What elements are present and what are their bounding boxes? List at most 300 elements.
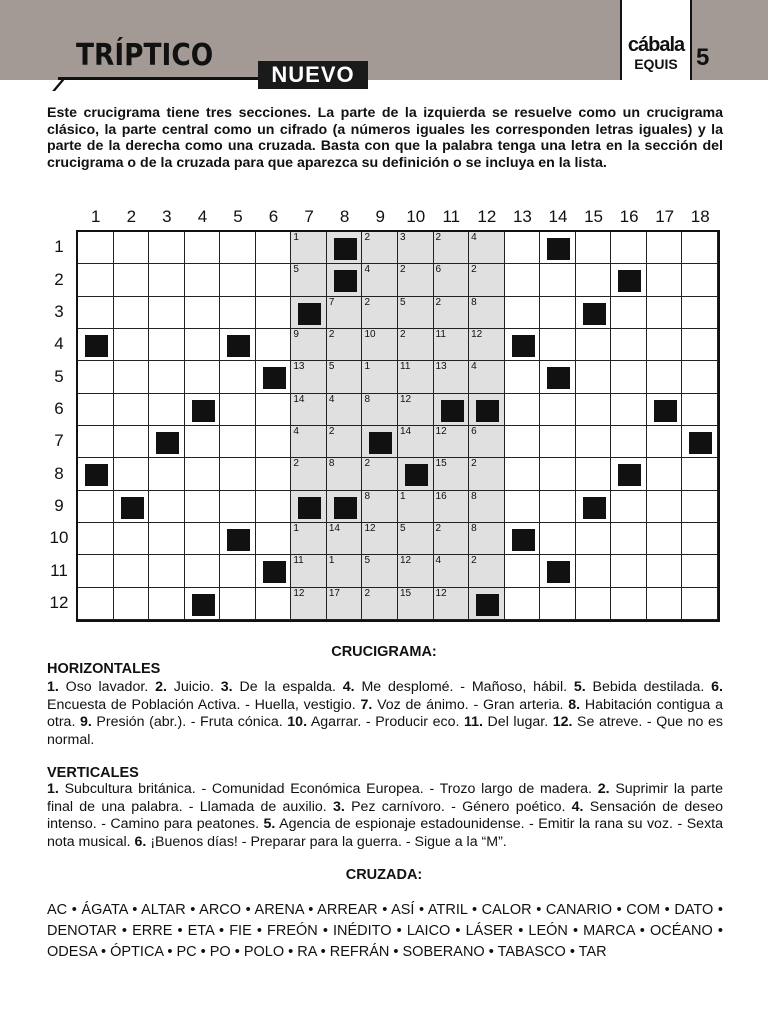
cipher-number: 9 [293,329,299,340]
grid-cell[interactable] [398,555,434,587]
clue-number: 4. [571,798,584,815]
grid-cell[interactable] [398,297,434,329]
grid-cell[interactable] [149,264,185,296]
grid-cell[interactable] [327,426,363,458]
grid-cell[interactable] [611,588,647,620]
grid-cell[interactable] [185,329,221,361]
grid-cell[interactable] [256,523,292,555]
grid-cell[interactable] [682,491,718,523]
grid-cell[interactable] [682,426,718,458]
black-square [298,497,321,519]
grid-cell[interactable] [185,297,221,329]
grid-cell[interactable] [114,329,150,361]
clue-text: Pez carnívoro. - Género poético. [344,798,572,815]
grid-cell[interactable] [540,329,576,361]
grid-cell[interactable] [256,426,292,458]
grid-cell[interactable] [149,588,185,620]
grid-cell[interactable] [540,523,576,555]
grid-cell[interactable] [256,361,292,393]
grid-cell[interactable] [505,426,541,458]
grid-cell[interactable] [576,297,612,329]
grid-cell[interactable] [114,361,150,393]
grid-cell[interactable] [78,264,114,296]
grid-cell[interactable] [185,555,221,587]
cipher-number: 12 [400,393,412,405]
grid-cell[interactable] [291,232,327,264]
grid-cell[interactable] [398,426,434,458]
grid-cell[interactable] [185,394,221,426]
grid-cell[interactable] [611,232,647,264]
grid-cell[interactable] [469,426,505,458]
grid-cell[interactable] [682,588,718,620]
grid-cell[interactable] [362,523,398,555]
grid-cell[interactable] [469,264,505,296]
grid-cell[interactable] [398,232,434,264]
grid-cell[interactable] [114,264,150,296]
grid-cell[interactable] [220,491,256,523]
cipher-number: 12 [435,587,447,599]
grid-cell[interactable] [682,297,718,329]
grid-cell[interactable] [256,491,292,523]
grid-cell[interactable] [505,329,541,361]
grid-cell[interactable] [434,361,470,393]
word-list-item: DENOTAR [47,923,117,939]
black-square [405,464,428,486]
grid-cell[interactable] [647,361,683,393]
grid-cell[interactable] [469,297,505,329]
grid-cell[interactable] [611,297,647,329]
grid-cell[interactable] [114,394,150,426]
grid-cell[interactable] [469,523,505,555]
column-number: 7 [304,207,314,226]
grid-cell[interactable] [185,232,221,264]
grid-cell[interactable] [149,491,185,523]
black-square [512,529,535,551]
grid-cell[interactable] [220,361,256,393]
grid-cell[interactable] [469,361,505,393]
clue-text: Encuesta de Población Activa. - Huella, vestigio. [47,696,361,713]
grid-cell[interactable] [256,555,292,587]
cipher-number: 12 [364,523,376,534]
grid-cell[interactable] [362,426,398,458]
black-square [334,497,357,519]
grid-cell[interactable] [149,232,185,264]
cipher-number: 15 [400,587,412,599]
black-square [192,594,215,616]
clue-number: 5. [263,816,276,832]
clue-text: De la espalda. [232,679,343,695]
grid-cell[interactable] [505,264,541,296]
cipher-number: 8 [364,490,370,502]
crucigrama-title: CRUCIGRAMA: [331,644,437,660]
cipher-number: 2 [435,232,442,243]
grid-cell[interactable] [576,588,612,620]
grid-cell[interactable] [362,588,398,620]
grid-cell[interactable] [362,232,398,264]
grid-cell[interactable] [256,458,292,490]
grid-cell[interactable] [78,491,114,523]
clue-text: Se atreve. - Que no es normal. [47,714,723,748]
grid-cell[interactable] [114,458,150,490]
grid-cell[interactable] [220,588,256,620]
black-square [263,367,286,389]
grid-cell[interactable] [291,588,327,620]
grid-cell[interactable] [362,361,398,393]
grid-cell[interactable] [434,588,470,620]
grid-cell[interactable] [540,458,576,490]
grid-cell[interactable] [78,555,114,587]
grid-cell[interactable] [540,361,576,393]
grid-cell[interactable] [220,329,256,361]
grid-cell[interactable] [434,426,470,458]
grid-cell[interactable] [576,329,612,361]
word-list-item: MARCA [583,923,635,939]
clue-text: Suprimir la parte final de una palabra. - Llamada de auxilio. [47,781,723,815]
grid-cell[interactable] [220,555,256,587]
column-number: 8 [339,207,350,226]
grid-cell[interactable] [647,523,683,555]
grid-cell[interactable] [149,394,185,426]
cipher-number: 4 [471,232,477,243]
grid-cell[interactable] [149,297,185,329]
grid-cell[interactable] [540,588,576,620]
grid-cell[interactable] [220,426,256,458]
grid-cell[interactable] [434,232,470,264]
grid-cell[interactable] [682,264,718,296]
grid-cell[interactable] [291,394,327,426]
grid-cell[interactable] [291,329,327,361]
cipher-number: 5 [364,555,370,567]
grid-cell[interactable] [434,555,470,587]
grid-cell[interactable] [469,588,505,620]
grid-cell[interactable] [398,458,434,490]
grid-cell[interactable] [327,458,363,490]
column-number: 1 [91,207,101,226]
page-number: 5 [696,44,710,71]
grid-cell[interactable] [398,264,434,296]
cipher-number: 1 [364,361,370,373]
grid-cell[interactable] [434,329,470,361]
grid-cell[interactable] [149,458,185,490]
grid-cell[interactable] [647,426,683,458]
grid-cell[interactable] [362,491,398,523]
clue-number: 2. [155,679,167,695]
row-number: 5 [54,366,64,386]
grid-cell[interactable] [576,361,612,393]
grid-cell[interactable] [362,394,398,426]
grid-cell[interactable] [398,523,434,555]
grid-cell[interactable] [185,523,221,555]
grid-cell[interactable] [647,555,683,587]
clue-text: Presión (abr.). - Fruta cónica. [91,714,288,730]
grid-cell[interactable] [576,491,612,523]
word-list-item: ARREAR [317,902,378,918]
grid-cell[interactable] [398,394,434,426]
grid-cell[interactable] [78,426,114,458]
grid-cell[interactable] [220,394,256,426]
cipher-number: 8 [328,458,335,470]
grid-cell[interactable] [434,264,470,296]
cipher-number: 4 [471,361,477,373]
grid-cell[interactable] [682,329,718,361]
grid-cell[interactable] [327,588,363,620]
grid-cell[interactable] [256,264,292,296]
grid-cell[interactable] [398,329,434,361]
black-square [227,529,250,551]
grid-cell[interactable] [682,458,718,490]
grid-cell[interactable] [220,458,256,490]
grid-cell[interactable] [291,264,327,296]
grid-cell[interactable] [647,232,683,264]
cipher-number: 11 [293,555,304,567]
clue-number: 8. [568,696,581,713]
grid-cell[interactable] [505,523,541,555]
row-number: 11 [50,560,68,580]
grid-cell[interactable] [327,232,363,264]
row-number: 10 [49,528,69,548]
grid-cell[interactable] [78,361,114,393]
grid-cell[interactable] [185,426,221,458]
grid-cell[interactable] [434,394,470,426]
grid-cell[interactable] [256,232,292,264]
grid-cell[interactable] [682,232,718,264]
row-number: 9 [54,495,64,515]
grid-cell[interactable] [647,329,683,361]
grid-cell[interactable] [469,555,505,587]
word-list-item: CALOR [481,902,532,918]
grid-cell[interactable] [327,394,363,426]
grid-cell[interactable] [647,264,683,296]
grid-cell[interactable] [611,458,647,490]
grid-cell[interactable] [327,329,363,361]
grid-cell[interactable] [682,555,718,587]
grid-cell[interactable] [576,232,612,264]
black-square [583,497,606,519]
grid-cell[interactable] [185,491,221,523]
cipher-number: 2 [364,296,370,308]
column-number: 17 [655,207,675,226]
grid-cell[interactable] [256,329,292,361]
grid-cell[interactable] [469,329,505,361]
grid-cell[interactable] [114,297,150,329]
column-number: 5 [233,207,243,226]
grid-cell[interactable] [291,297,327,329]
grid-cell[interactable] [114,426,150,458]
grid-cell[interactable] [647,491,683,523]
grid-cell[interactable] [434,458,470,490]
grid-cell[interactable] [611,361,647,393]
grid-cell[interactable] [78,232,114,264]
clue-text: Agarrar. - Producir eco. [307,714,465,730]
grid-cell[interactable] [220,232,256,264]
grid-cell[interactable] [149,426,185,458]
black-square [547,367,570,389]
grid-cell[interactable] [220,264,256,296]
grid-cell[interactable] [220,297,256,329]
grid-cell[interactable] [185,588,221,620]
clue-text: Sensación de deseo intenso. - Camino para peatones. [47,798,723,832]
grid-cell[interactable] [576,555,612,587]
grid-cell[interactable] [398,491,434,523]
clue-text: Agencia de espionaje estadounidense. - Emitir la rana su voz. - Sexta nota musical. [47,816,723,850]
grid-cell[interactable] [505,491,541,523]
grid-cell[interactable] [540,264,576,296]
black-square [369,432,392,454]
grid-cell[interactable] [291,523,327,555]
grid-cell[interactable] [362,458,398,490]
grid-cell[interactable] [611,264,647,296]
grid-cell[interactable] [398,361,434,393]
grid-cell[interactable] [647,588,683,620]
grid-cell[interactable] [362,297,398,329]
clue-text: Habitación contigua a otra. [47,696,723,730]
cipher-number: 10 [364,329,376,340]
word-list-item: FIE [229,923,252,939]
grid-cell[interactable] [114,232,150,264]
grid-cell[interactable] [327,361,363,393]
verticales-clues [47,781,723,851]
grid-cell[interactable] [114,491,150,523]
grid-cell[interactable] [327,297,363,329]
grid-cell[interactable] [469,232,505,264]
clue-number: 4. [342,679,355,695]
grid-cell[interactable] [682,394,718,426]
clue-number: 7. [360,696,373,713]
grid-cell[interactable] [505,394,541,426]
grid-cell[interactable] [540,491,576,523]
brand-logo [620,0,692,80]
cipher-number: 2 [364,232,370,243]
cipher-number: 4 [364,264,370,276]
grid-cell[interactable] [78,394,114,426]
grid-cell[interactable] [611,555,647,587]
row-number: 12 [49,592,69,612]
row-number: 3 [54,301,64,321]
grid-cell[interactable] [327,264,363,296]
grid-cell[interactable] [611,426,647,458]
grid-cell[interactable] [469,458,505,490]
grid-cell[interactable] [576,264,612,296]
grid-cell[interactable] [505,458,541,490]
cipher-number: 14 [400,426,412,437]
grid-cell[interactable] [611,491,647,523]
grid-cell[interactable] [540,426,576,458]
grid-cell[interactable] [505,588,541,620]
grid-cell[interactable] [114,588,150,620]
cipher-number: 2 [471,264,477,276]
grid-cell[interactable] [576,458,612,490]
grid-cell[interactable] [434,297,470,329]
grid-cell[interactable] [540,555,576,587]
grid-cell[interactable] [469,394,505,426]
black-square [547,238,570,260]
grid-cell[interactable] [469,491,505,523]
grid-cell[interactable] [611,329,647,361]
grid-cell[interactable] [327,491,363,523]
grid-cell[interactable] [576,394,612,426]
grid-cell[interactable] [647,458,683,490]
grid-cell[interactable] [291,491,327,523]
black-square [156,432,179,454]
grid-cell[interactable] [682,523,718,555]
black-square [85,464,108,486]
column-number: 13 [512,207,532,226]
clue-number: 3. [332,798,345,815]
word-list-item: ARCO [199,902,242,918]
grid-cell[interactable] [647,394,683,426]
grid-cell[interactable] [505,555,541,587]
grid-cell[interactable] [647,297,683,329]
grid-cell[interactable] [576,523,612,555]
grid-cell[interactable] [149,555,185,587]
grid-cell[interactable] [78,297,114,329]
grid-cell[interactable] [256,297,292,329]
grid-cell[interactable] [256,394,292,426]
grid-cell[interactable] [434,523,470,555]
grid-cell[interactable] [398,588,434,620]
grid-cell[interactable] [78,523,114,555]
grid-cell[interactable] [682,361,718,393]
grid-cell[interactable] [149,329,185,361]
grid-cell[interactable] [78,588,114,620]
grid-cell[interactable] [576,426,612,458]
grid-cell[interactable] [256,588,292,620]
grid-cell[interactable] [149,361,185,393]
grid-cell[interactable] [540,394,576,426]
grid-cell[interactable] [114,555,150,587]
grid-cell[interactable] [291,361,327,393]
row-number: 8 [54,463,64,483]
column-number: 3 [162,207,172,226]
grid-cell[interactable] [185,458,221,490]
clue-number: 10. [287,714,308,730]
column-number: 6 [268,207,279,226]
grid-cell[interactable] [291,555,327,587]
grid-cell[interactable] [611,523,647,555]
column-number: 2 [126,207,137,226]
grid-cell[interactable] [434,491,470,523]
grid-cell[interactable] [362,264,398,296]
cipher-number: 11 [400,361,411,373]
grid-cell[interactable] [149,523,185,555]
cruzada-word-list: AC • ÁGATA • ALTAR • ARCO • ARENA • ARREAR • ASÍ • ATRIL • CALOR • CANARIO • COM • DATO • DENOTAR • ERRE • ETA • FIE • FREÓN • INÉDITO • LAICO • LÁSER • LEÓN • MARCA • OCÉANO • ODESA • ÓPTICA • PC • PO • POLO • RA • REFRÁN • SOBERANO • TABASCO • TAR [47,902,723,960]
cipher-number: 12 [435,426,447,437]
grid-cell[interactable] [291,426,327,458]
column-number: 16 [619,207,639,226]
word-list-item: ÓPTICA [110,944,164,960]
grid-cell[interactable] [540,232,576,264]
grid-cell[interactable] [185,264,221,296]
grid-cell[interactable] [185,361,221,393]
grid-cell[interactable] [78,329,114,361]
grid-cell[interactable] [220,523,256,555]
grid-cell[interactable] [327,555,363,587]
grid-cell[interactable] [505,361,541,393]
grid-cell[interactable] [362,329,398,361]
grid-cell[interactable] [611,394,647,426]
word-list-item: TAR [578,944,607,960]
grid-cell[interactable] [362,555,398,587]
grid-cell[interactable] [327,523,363,555]
grid-cell[interactable] [114,523,150,555]
column-number: 14 [548,207,568,226]
grid-cell[interactable] [78,458,114,490]
grid-cell[interactable] [505,297,541,329]
grid-cell[interactable] [540,297,576,329]
grid-cell[interactable] [291,458,327,490]
cipher-number: 2 [293,458,299,470]
grid-cell[interactable] [505,232,541,264]
